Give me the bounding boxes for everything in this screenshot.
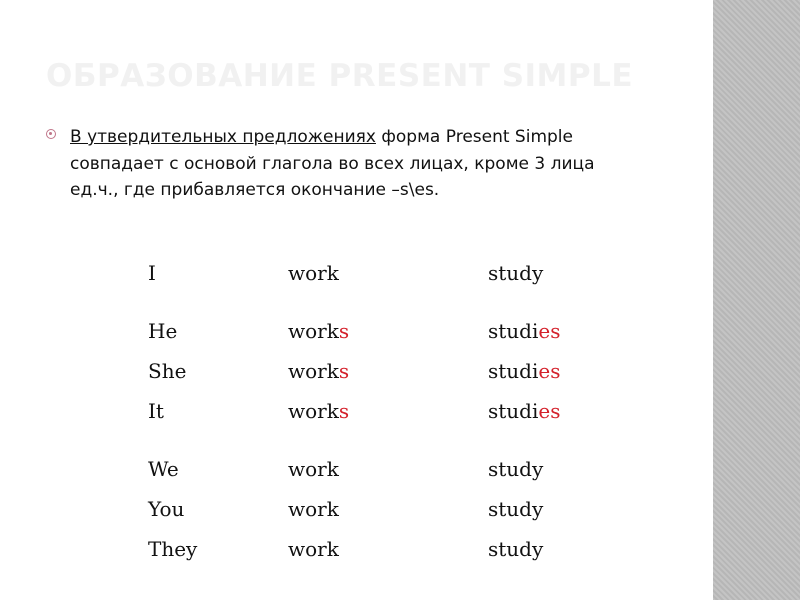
bullet-text	[70, 124, 630, 204]
work-cell	[288, 319, 349, 343]
study-cell	[488, 399, 561, 423]
work-cell	[288, 399, 349, 423]
work-stem: work	[288, 261, 339, 285]
pronoun-cell: He	[148, 319, 178, 343]
bullet-circle-icon	[46, 129, 56, 139]
work-stem: work	[288, 319, 339, 343]
work-cell	[288, 359, 349, 383]
pronoun-cell: She	[148, 359, 187, 383]
study-stem: studi	[488, 399, 539, 423]
study-stem: study	[488, 457, 544, 481]
work-stem: work	[288, 497, 339, 521]
study-ending: es	[538, 359, 561, 383]
study-ending: es	[538, 319, 561, 343]
bullet-rest-text: форма Present Simple совпадает с основой глагола во всех лицах, кроме 3 лица ед.ч., где прибавляется окончание –s\es.	[70, 127, 595, 200]
study-stem: study	[488, 537, 544, 561]
pronoun-cell: It	[148, 399, 164, 423]
slide-title: ОБРАЗОВАНИЕ PRESENT SIMPLE	[46, 58, 634, 94]
study-stem: study	[488, 497, 544, 521]
work-ending: s	[338, 319, 350, 343]
pronoun-cell: You	[148, 497, 185, 521]
study-stem: studi	[488, 319, 539, 343]
study-cell	[488, 261, 543, 285]
study-stem: studi	[488, 359, 539, 383]
study-cell	[488, 497, 543, 521]
work-cell	[288, 537, 339, 561]
study-stem: study	[488, 261, 544, 285]
pronoun-cell: I	[148, 261, 156, 285]
study-cell	[488, 359, 561, 383]
work-cell	[288, 261, 339, 285]
work-cell	[288, 497, 339, 521]
study-cell	[488, 319, 561, 343]
decorative-side-panel	[713, 0, 800, 600]
work-stem: work	[288, 457, 339, 481]
bullet-underlined-text: В утвердительных предложениях	[70, 127, 376, 147]
work-stem: work	[288, 537, 339, 561]
pronoun-cell: They	[148, 537, 198, 561]
study-ending: es	[538, 399, 561, 423]
work-ending: s	[338, 399, 350, 423]
study-cell	[488, 457, 543, 481]
work-stem: work	[288, 399, 339, 423]
work-cell	[288, 457, 339, 481]
study-cell	[488, 537, 543, 561]
work-stem: work	[288, 359, 339, 383]
work-ending: s	[338, 359, 350, 383]
pronoun-cell: We	[148, 457, 179, 481]
